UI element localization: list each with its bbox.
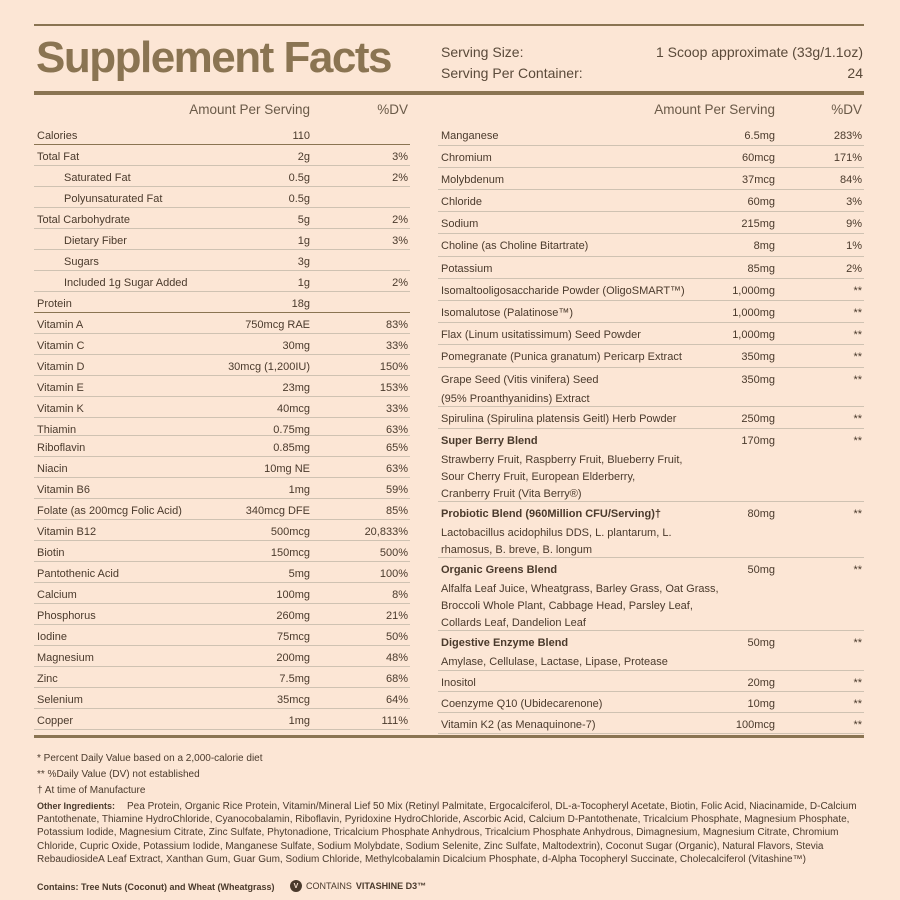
nutrient-dv: 9%	[846, 218, 862, 230]
nutrient-dv: 65%	[385, 442, 408, 454]
nutrient-name: Grape Seed (Vitis vinifera) Seed	[441, 374, 599, 386]
nutrient-amount: 0.75mg	[273, 424, 310, 436]
other-ingredients-text: Pea Protein, Organic Rice Protein, Vitamin/Mineral Lief 50 Mix (Retinyl Palmitate, Ergocalciferol, DL-a-Tocopheryl Acetate, Biotin, Folic Acid, Niacinamide, D-Calcium Pantothenate, Thiamine HydroChloride, Cyanocobalamin, Riboflavin, Pyridoxine HydroChloride, Ascorbic Acid, Calcium D-Pantothenate, Tricalcium Phosphate, Magnesium Phosphate, Potassium Iodide, Magnesium Citrate, Zinc Sulfate, Phytonadione, Tricalcium Phosphate Anhydrous, Tricalcium Phosphate Anhydrous, Dimagnesium, Magnesium Citrate, Chromium Chloride, Cupric Oxide, Potassium Iodide, Manganese Sulfate, Sodium Molybdate, Sodium Selenite, Zinc Sulfate, Maltodextrin), Coconut Sugar (Organic), Natural Flavors, Stevia RebaudiosideA Leaf Extract, Xanthan Gum, Guar Gum, Sodium Chloride, Methylcobalamin Dicalcium Phosphate, d-Alpha Tocopheryl Succinate, Cholecalciferol (Vitashine™)	[37, 801, 857, 865]
nutrient-amount: 3g	[297, 256, 310, 268]
nutrient-amount: 10mg NE	[264, 463, 310, 475]
nutrient-amount: 340mcg DFE	[245, 505, 310, 517]
nutrient-row	[34, 436, 410, 457]
nutrient-amount: 40mcg	[276, 403, 310, 415]
nutrient-dv: 283%	[833, 130, 862, 142]
ingredient-detail-line: Broccoli Whole Plant, Cabbage Head, Parsley Leaf,	[441, 600, 693, 612]
nutrient-amount: 5mg	[288, 568, 310, 580]
nutrient-name: Chloride	[441, 196, 482, 208]
nutrient-name: Saturated Fat	[64, 172, 131, 184]
nutrient-amount: 10mg	[747, 698, 775, 710]
nutrient-dv: 63%	[385, 424, 408, 436]
nutrient-name: Chromium	[441, 152, 492, 164]
nutrient-amount: 20mg	[747, 677, 775, 689]
nutrient-name: Riboflavin	[37, 442, 86, 454]
footnote-dv: * Percent Daily Value based on a 2,000-calorie diet	[37, 753, 263, 764]
nutrient-amount: 0.85mg	[273, 442, 310, 454]
footnote-dv-not-established: ** %Daily Value (DV) not established	[37, 769, 200, 780]
nutrient-amount: 215mg	[741, 218, 775, 230]
nutrient-row	[438, 692, 864, 713]
nutrient-row	[34, 667, 410, 688]
nutrient-name: Protein	[37, 298, 72, 310]
nutrient-dv: 2%	[392, 172, 408, 184]
other-ingredients-label: Other Ingredients:	[37, 801, 116, 811]
nutrient-amount: 0.5g	[288, 193, 310, 205]
allergen-statement: Contains: Tree Nuts (Coconut) and Wheat (Wheatgrass)	[37, 882, 275, 892]
nutrient-dv: 85%	[385, 505, 408, 517]
nutrient-dv: **	[853, 677, 862, 689]
nutrient-dv: 1%	[846, 240, 862, 252]
nutrient-amount: 1,000mg	[732, 307, 775, 319]
amount-header: Amount Per Serving	[654, 102, 775, 117]
nutrient-name: Sodium	[441, 218, 479, 230]
nutrient-amount: 37mcg	[741, 174, 775, 186]
nutrient-amount: 6.5mg	[744, 130, 775, 142]
nutrient-dv: 20,833%	[364, 526, 408, 538]
nutrient-name: Polyunsaturated Fat	[64, 193, 163, 205]
nutrient-name: Coenzyme Q10 (Ubidecarenone)	[441, 698, 603, 710]
nutrient-amount: 1g	[297, 277, 310, 289]
top-rule	[34, 24, 864, 26]
nutrient-row	[34, 499, 410, 520]
nutrient-amount: 750mcg RAE	[245, 319, 310, 331]
nutrient-row	[34, 625, 410, 646]
nutrient-dv: 59%	[385, 484, 408, 496]
nutrient-row	[438, 146, 864, 168]
nutrient-amount: 60mg	[747, 196, 775, 208]
nutrient-dv: 111%	[381, 715, 408, 727]
nutrient-dv: 171%	[833, 152, 862, 164]
nutrient-name: Thiamin	[37, 424, 77, 436]
nutrient-row	[438, 279, 864, 301]
footnote-manufacture: † At time of Manufacture	[37, 785, 146, 796]
nutrient-row	[34, 688, 410, 709]
nutrient-dv: **	[853, 719, 862, 731]
nutrient-amount: 7.5mg	[279, 673, 310, 685]
nutrient-row	[34, 562, 410, 583]
nutrient-name: Biotin	[37, 547, 65, 559]
serving-size-value: 1 Scoop approximate (33g/1.1oz)	[655, 44, 863, 60]
nutrient-amount: 50mg	[747, 637, 775, 649]
nutrient-row	[34, 646, 410, 667]
nutrient-row	[34, 145, 410, 166]
nutrient-row	[34, 418, 410, 436]
nutrient-dv: 3%	[392, 235, 408, 247]
nutrient-row	[438, 713, 864, 734]
ingredient-detail-line: Strawberry Fruit, Raspberry Fruit, Blueberry Fruit,	[441, 454, 683, 466]
nutrient-name: Calcium	[37, 589, 77, 601]
nutrient-name: Vitamin B6	[37, 484, 90, 496]
servings-per-container	[441, 64, 863, 82]
nutrient-name: Super Berry Blend	[441, 435, 538, 447]
nutrient-name: Folate (as 200mcg Folic Acid)	[37, 505, 182, 517]
nutrient-name: Digestive Enzyme Blend	[441, 637, 569, 649]
nutrient-amount: 200mg	[276, 652, 310, 664]
nutrient-amount: 8mg	[753, 240, 775, 252]
nutrient-name: Manganese	[441, 130, 499, 142]
nutrient-amount: 250mg	[741, 413, 775, 425]
nutrient-amount: 30mcg (1,200IU)	[228, 361, 310, 373]
nutrient-row	[34, 229, 410, 250]
nutrient-dv: 3%	[392, 151, 408, 163]
nutrient-name: Vitamin A	[37, 319, 84, 331]
nutrient-amount: 350mg	[741, 351, 775, 363]
nutrient-row	[438, 429, 864, 502]
nutrient-amount: 1mg	[288, 715, 310, 727]
nutrient-amount: 350mg	[741, 374, 775, 386]
nutrient-row	[438, 631, 864, 671]
nutrient-name: Probiotic Blend (960Million CFU/Serving)†	[441, 508, 662, 520]
nutrient-row	[438, 368, 864, 407]
nutrient-dv: 33%	[385, 340, 408, 352]
nutrient-amount: 170mg	[741, 435, 775, 447]
nutrient-name: Pomegranate (Punica granatum) Pericarp Extract	[441, 351, 682, 363]
page-title: Supplement Facts	[36, 33, 391, 82]
dv-header: %DV	[377, 102, 408, 117]
nutrient-dv: 83%	[385, 319, 408, 331]
nutrient-row	[438, 212, 864, 234]
dv-header: %DV	[831, 102, 862, 117]
nutrient-name: Iodine	[37, 631, 67, 643]
servings-per-container-value: 24	[847, 65, 863, 81]
nutrient-dv: 2%	[846, 263, 862, 275]
ingredient-detail-line: (95% Proanthyanidins) Extract	[441, 393, 590, 405]
nutrient-amount: 0.5g	[288, 172, 310, 184]
nutrient-row	[34, 187, 410, 208]
nutrient-row	[438, 168, 864, 190]
nutrient-row	[34, 208, 410, 229]
serving-size-label: Serving Size:	[441, 44, 524, 60]
nutrient-row	[34, 457, 410, 478]
nutrient-name: Niacin	[37, 463, 68, 475]
nutrient-dv: **	[853, 564, 862, 576]
nutrient-row	[34, 604, 410, 625]
nutrient-amount: 5g	[297, 214, 310, 226]
nutrient-name: Molybdenum	[441, 174, 504, 186]
nutrient-name: Copper	[37, 715, 74, 727]
nutrient-amount: 18g	[291, 298, 310, 310]
ingredient-detail-line: Cranberry Fruit (Vita Berry®)	[441, 488, 582, 500]
nutrient-row	[34, 709, 410, 730]
nutrient-amount: 100mg	[276, 589, 310, 601]
right-column	[438, 92, 864, 734]
nutrient-dv: 50%	[385, 631, 408, 643]
nutrient-name: Vitamin K2 (as Menaquinone-7)	[441, 719, 596, 731]
ingredient-detail-line: Alfalfa Leaf Juice, Wheatgrass, Barley Grass, Oat Grass,	[441, 583, 719, 595]
vitashine-brand: VITASHINE D3™	[355, 881, 427, 891]
nutrient-name: Vitamin D	[37, 361, 85, 373]
nutrient-amount: 110	[292, 130, 310, 142]
nutrient-name: Inositol	[441, 677, 476, 689]
nutrient-dv: **	[853, 329, 862, 341]
nutrient-row	[34, 520, 410, 541]
ingredient-detail-line: rhamosus, B. breve, B. longum	[441, 544, 593, 556]
nutrient-amount: 150mcg	[270, 547, 310, 559]
nutrient-name: Zinc	[37, 673, 58, 685]
other-ingredients	[37, 800, 863, 866]
nutrient-dv: 2%	[392, 277, 408, 289]
nutrient-name: Included 1g Sugar Added	[64, 277, 188, 289]
amount-header: Amount Per Serving	[189, 102, 310, 117]
nutrient-dv: 68%	[385, 673, 408, 685]
nutrient-dv: **	[853, 374, 862, 386]
nutrient-row	[438, 234, 864, 257]
nutrient-name: Vitamin C	[37, 340, 85, 352]
nutrient-dv: 500%	[379, 547, 408, 559]
nutrient-name: Calories	[37, 130, 78, 142]
nutrient-row	[438, 323, 864, 345]
nutrient-row	[34, 166, 410, 187]
serving-size	[441, 43, 863, 61]
nutrient-amount: 2g	[297, 151, 310, 163]
vitashine-mark	[290, 880, 426, 892]
nutrient-amount: 23mg	[282, 382, 310, 394]
nutrient-dv: **	[853, 508, 862, 520]
nutrient-name: Phosphorus	[37, 610, 96, 622]
nutrient-row	[438, 502, 864, 558]
nutrient-dv: 2%	[392, 214, 408, 226]
nutrient-dv: 64%	[385, 694, 408, 706]
nutrient-name: Vitamin K	[37, 403, 84, 415]
nutrient-name: Total Carbohydrate	[37, 214, 130, 226]
nutrient-name: Magnesium	[37, 652, 94, 664]
nutrient-amount: 60mcg	[741, 152, 775, 164]
nutrient-dv: **	[853, 413, 862, 425]
nutrient-dv: 63%	[385, 463, 408, 475]
nutrient-dv: 150%	[379, 361, 408, 373]
ingredient-detail-line: Amylase, Cellulase, Lactase, Lipase, Protease	[441, 656, 668, 668]
nutrient-row	[34, 292, 410, 313]
right-column-header	[438, 92, 864, 124]
nutrient-name: Selenium	[37, 694, 83, 706]
nutrient-dv: **	[853, 435, 862, 447]
left-nutrient-list	[34, 124, 410, 730]
nutrient-amount: 1,000mg	[732, 329, 775, 341]
nutrient-name: Sugars	[64, 256, 99, 268]
nutrient-amount: 100mcg	[735, 719, 775, 731]
nutrient-dv: **	[853, 637, 862, 649]
nutrient-name: Vitamin E	[37, 382, 84, 394]
nutrient-name: Vitamin B12	[37, 526, 97, 538]
nutrient-name: Total Fat	[37, 151, 80, 163]
nutrient-dv: 100%	[379, 568, 408, 580]
nutrient-name: Pantothenic Acid	[37, 568, 119, 580]
nutrient-dv: **	[853, 285, 862, 297]
nutrient-row	[438, 190, 864, 212]
nutrient-row	[438, 671, 864, 692]
nutrient-amount: 30mg	[282, 340, 310, 352]
nutrient-dv: **	[853, 307, 862, 319]
nutrient-row	[34, 541, 410, 562]
nutrient-row	[34, 124, 410, 145]
ingredient-detail-line: Sour Cherry Fruit, European Elderberry,	[441, 471, 636, 483]
nutrient-row	[34, 583, 410, 604]
nutrient-amount: 500mcg	[270, 526, 310, 538]
nutrient-name: Spirulina (Spirulina platensis Geitl) Herb Powder	[441, 413, 677, 425]
nutrient-dv: 153%	[379, 382, 408, 394]
nutrient-name: Potassium	[441, 263, 493, 275]
nutrient-amount: 1mg	[288, 484, 310, 496]
nutrient-dv: **	[853, 698, 862, 710]
servings-per-container-label: Serving Per Container:	[441, 65, 583, 81]
nutrient-name: Organic Greens Blend	[441, 564, 558, 576]
nutrient-amount: 85mg	[747, 263, 775, 275]
nutrient-row	[34, 478, 410, 499]
nutrient-dv: 8%	[392, 589, 408, 601]
nutrient-row	[34, 271, 410, 292]
nutrient-dv: 21%	[385, 610, 408, 622]
nutrient-row	[438, 124, 864, 146]
nutrient-row	[34, 250, 410, 271]
nutrient-row	[34, 376, 410, 397]
nutrient-amount: 1g	[297, 235, 310, 247]
nutrient-amount: 50mg	[747, 564, 775, 576]
nutrient-name: Choline (as Choline Bitartrate)	[441, 240, 589, 252]
left-column	[34, 92, 410, 730]
ingredient-detail-line: Collards Leaf, Dandelion Leaf	[441, 617, 586, 629]
nutrient-row	[438, 301, 864, 323]
nutrient-row	[438, 407, 864, 429]
nutrient-row	[438, 257, 864, 279]
vitashine-logo-icon: V	[290, 880, 302, 892]
nutrient-amount: 35mcg	[276, 694, 310, 706]
nutrient-name: Flax (Linum usitatissimum) Seed Powder	[441, 329, 641, 341]
footer-rule	[34, 735, 864, 738]
nutrient-dv: **	[853, 351, 862, 363]
nutrient-row	[438, 558, 864, 631]
nutrient-name: Isomalutose (Palatinose™)	[441, 307, 574, 319]
nutrient-amount: 1,000mg	[732, 285, 775, 297]
nutrient-row	[34, 397, 410, 418]
nutrient-name: Dietary Fiber	[64, 235, 127, 247]
right-nutrient-list	[438, 124, 864, 734]
nutrient-row	[438, 345, 864, 368]
nutrient-amount: 80mg	[747, 508, 775, 520]
nutrient-dv: 3%	[846, 196, 862, 208]
vitashine-prefix: CONTAINS	[306, 881, 352, 891]
nutrient-row	[34, 355, 410, 376]
nutrient-name: Isomaltooligosaccharide Powder (OligoSMART™)	[441, 285, 685, 297]
left-column-header	[34, 92, 410, 124]
nutrient-dv: 48%	[385, 652, 408, 664]
ingredient-detail-line: Lactobacillus acidophilus DDS, L. plantarum, L.	[441, 527, 672, 539]
nutrient-dv: 84%	[839, 174, 862, 186]
nutrient-dv: 33%	[385, 403, 408, 415]
nutrient-amount: 75mcg	[276, 631, 310, 643]
nutrient-row	[34, 334, 410, 355]
nutrient-row	[34, 313, 410, 334]
nutrient-amount: 260mg	[276, 610, 310, 622]
